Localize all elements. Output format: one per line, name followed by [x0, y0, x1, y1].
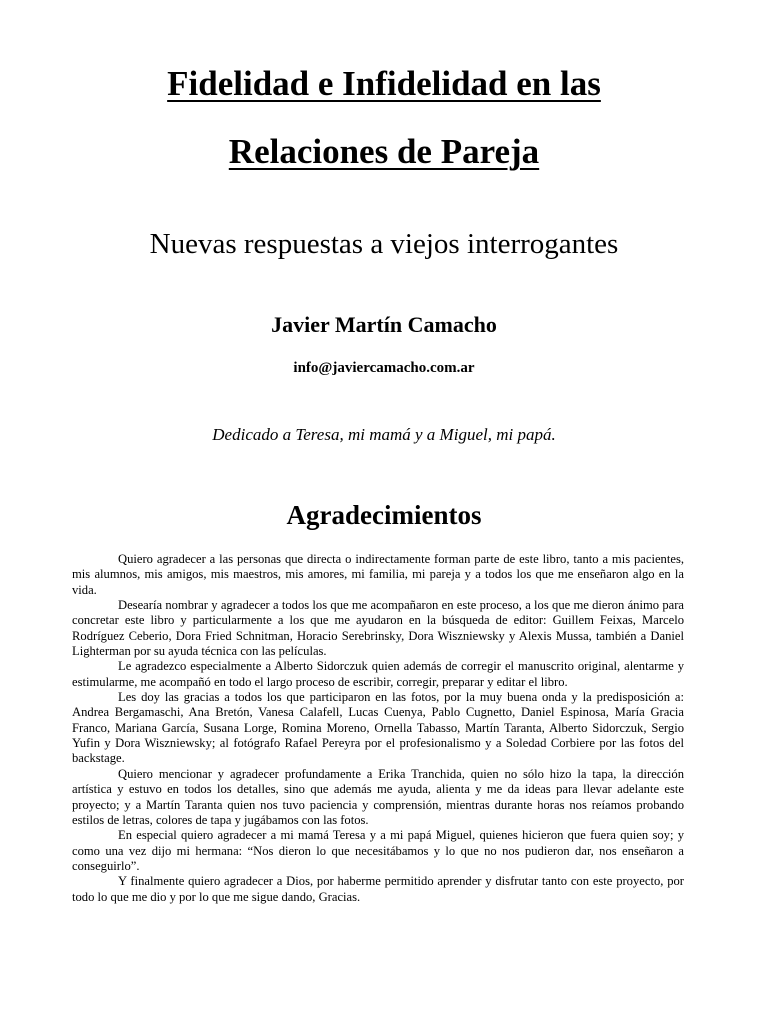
title-line-2: Relaciones de Pareja [228, 132, 540, 171]
section-heading: Agradecimientos [286, 500, 482, 530]
paragraph: Quiero agradecer a las personas que directa o indirectamente forman parte de este libro, tanto a mis pacientes, mis alumnos, mis amigos, mis maestros, mis amores, mi familia, mi pareja y a todos los que me enseñaron algo en la vida. [72, 552, 684, 597]
author-email: info@javiercamacho.com.ar [293, 360, 475, 376]
paragraph: Desearía nombrar y agradecer a todos los que me acompañaron en este proceso, a los que me dieron ánimo para concretar este libro y particularmente a los que me ayudaron en la búsqueda de editor: Guillem Feixas, Marcelo Rodríguez Ceberio, Dora Fried Schnitman, Horacio Serebrinsky, Dora Wiszniewsky y Alexis Mussa, también a Daniel Lighterman por su ayuda técnica con las películas. [72, 598, 684, 659]
title-line-1: Fidelidad e Infidelidad en las [167, 64, 601, 103]
acknowledgements-body [72, 552, 684, 905]
subtitle: Nuevas respuestas a viejos interrogantes [149, 228, 619, 260]
dedication: Dedicado a Teresa, mi mamá y a Miguel, mi papá. [212, 425, 556, 444]
paragraph: Quiero mencionar y agradecer profundamente a Erika Tranchida, quien no sólo hizo la tapa, la dirección artística y estuvo en todos los detalles, sino que además me ayuda, alienta y me da ideas para llevar adelante este proyecto; y a Martín Taranta quien nos tuvo paciencia y comprensión, mientras durante horas nos reíamos probando estilos de letras, colores de tapa y jugábamos con las fotos. [72, 766, 684, 827]
paragraph: Les doy las gracias a todos los que participaron en las fotos, por la muy buena onda y la predisposición a: Andrea Bergamaschi, Ana Bretón, Vanesa Calafell, Lucas Cuenya, Pablo Cugnetto, Daniel Espinosa, María Gracia Franco, Mariana García, Susana Lorge, Romina Moreno, Ornella Tabasso, Martín Taranta, Alberto Sidorczuk, Sergio Yufin y Dora Wiszniewsky; al fotógrafo Rafael Pereyra por el profesionalismo y a Soledad Corbiere por las fotos del backstage. [72, 690, 684, 766]
author-name: Javier Martín Camacho [271, 312, 497, 337]
paragraph: Y finalmente quiero agradecer a Dios, por haberme permitido aprender y disfrutar tanto con este proyecto, por todo lo que me dio y por lo que me sigue dando, Gracias. [72, 874, 684, 904]
paragraph: En especial quiero agradecer a mi mamá Teresa y a mi papá Miguel, quienes hicieron que fuera quien soy; y como una vez dijo mi hermana: “Nos dieron lo que necesitábamos y lo que no nos pudieron dar, nos enseñaron a conseguirlo”. [72, 828, 684, 873]
paragraph: Le agradezco especialmente a Alberto Sidorczuk quien además de corregir el manuscrito original, alentarme y estimularme, me acompañó en todo el largo proceso de escribir, corregir, preparar y editar el libro. [72, 659, 684, 689]
